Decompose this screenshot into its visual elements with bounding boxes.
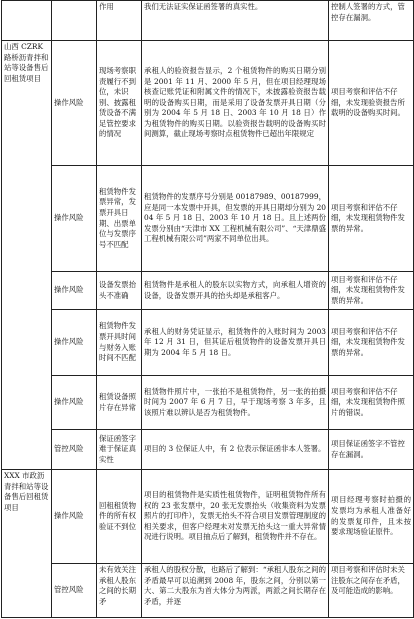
risk-type-cell: 操作风险 xyxy=(52,310,97,376)
risk-type-cell: 管控风险 xyxy=(52,430,97,470)
risk-type-cell xyxy=(52,1,97,41)
cause-cell: 项目考察和评估不仔细，未发现验资报告所载明的设备购买时间。 xyxy=(329,41,414,166)
table-row xyxy=(2,310,414,376)
cause-cell: 控制人签署的方式，管控存在漏洞。 xyxy=(329,1,414,41)
project-cell: XXX 市政沥青拌和站等设备售后回租赁项目 xyxy=(2,470,52,618)
cause-cell: 项目考察和评估不仔细，未发现租赁物件发票的异常。 xyxy=(329,310,414,376)
cause-cell: 项目考察和评估时未关注股东之间存在矛盾，及可能造成的影响。 xyxy=(329,564,414,618)
risk-point-cell: 现场考察职责履行不到位，未识别、披露租赁设备不满足管控要求的情况 xyxy=(97,41,142,166)
description-cell: 承租人的股权分散，也路后了解到：“承租人股东之间的矛盾最早可以追溯到 2008 年，股东之间，分别以第一大、第二大股东为首大体分为两派，两派之间长期存在矛盾，并逐 xyxy=(142,564,329,618)
project-cell: 山西 CZRK 路桥沥青拌和站等设备售后回租赁项目 xyxy=(2,41,52,470)
description-cell: 我们无法证实保证函签署的真实性。 xyxy=(142,1,329,41)
risk-point-cell: 回租租赁物件的所有权验证不到位 xyxy=(97,470,142,564)
cause-cell: 项目经理考察时拍摄的发票均为承租人准备好的发票复印件，且未按要求现场验证原件。 xyxy=(329,470,414,564)
risk-type-cell: 操作风险 xyxy=(52,41,97,166)
description-cell: 承租人的验资报告显示，2 个租赁物件的购买日期分别是 2001 年 11 月、2000 年 5 月，但在项目经理现场核查记账凭证和附属文件的情况下，未披露验资报告载明的设备购买日期，而是采用了设备发票开具日期（分别为 2004 年 5 月 18 日、2003 年 10 月 18 日）作为租赁物件的购买日期。以验资报告载明的设备购买时间测算，截止现场考察时点租赁物件已超出年限规定 xyxy=(142,41,329,166)
risk-point-cell: 作用 xyxy=(97,1,142,41)
risk-type-cell: 操作风险 xyxy=(52,470,97,564)
table-row xyxy=(2,41,414,166)
cause-cell: 项目考察和评估不仔细，未发现租赁物件发票的异常。 xyxy=(329,166,414,272)
table-row xyxy=(2,376,414,430)
description-cell: 项目的租赁物件是实质性租赁物件，证明租赁物件所有权的 23 张发票中，20 张无发票抬头（收集资料为发票照片的打印件），发票无抬头不符合项目发票管理制度的相关要求，但客户经理未对发票无抬头这一重大异常情况进行说明。项目抽点后了解到，租赁物件并不存在。 xyxy=(142,470,329,564)
table-row xyxy=(2,564,414,618)
risk-table xyxy=(1,0,414,618)
project-cell xyxy=(2,1,52,41)
cause-cell: 项目考察和评估不仔细，未发现租赁物件照片的错误。 xyxy=(329,376,414,430)
risk-type-cell: 操作风险 xyxy=(52,166,97,272)
table-row xyxy=(2,166,414,272)
risk-point-cell: 租赁设备照片存在异常 xyxy=(97,376,142,430)
risk-type-cell: 操作风险 xyxy=(52,376,97,430)
description-cell: 承租人的财务凭证显示，租赁物件的入账时间为 2003 年 12 月 31 日，但其证后租赁物件的设备发票开具日期为 2004 年 5 月 18 日。 xyxy=(142,310,329,376)
risk-type-cell: 管控风险 xyxy=(52,564,97,618)
table-row xyxy=(2,430,414,470)
risk-point-cell: 未有效关注承租人股东之间的长期矛 xyxy=(97,564,142,618)
description-cell: 租赁物件的发票序号分别是 00187989、00187999，应是同一本发票中开具，但发票的开具日期却分别为 2004 年 5 月 18 日、2003 年 10 月 18 日。且上述两份发票分别由“天津市 XX 工程机械有限公司”、“天津鼎盛工程机械有限公司”两家不同单位出具。 xyxy=(142,166,329,272)
description-cell: 租赁物件照片中，一张拍不是租赁物件，另一张的拍摄时间为 2007 年 6 月 7 日，早于现场考察 3 年多，且该照片难以辨认是否为租赁物件。 xyxy=(142,376,329,430)
description-cell: 项目的 3 位保证人中，有 2 位表示保证函非本人签署。 xyxy=(142,430,329,470)
cause-cell: 项目考察和评估不仔细，未发现租赁物件发票的异常。 xyxy=(329,272,414,310)
risk-point-cell: 保证函签字难于保证真实性 xyxy=(97,430,142,470)
table-row xyxy=(2,1,414,41)
risk-type-cell: 操作风险 xyxy=(52,272,97,310)
table-row xyxy=(2,470,414,564)
risk-point-cell: 设备发票抬头不准确 xyxy=(97,272,142,310)
table-row xyxy=(2,272,414,310)
risk-point-cell: 租赁物件发票开具时间与财务入账时间不匹配 xyxy=(97,310,142,376)
description-cell: 租赁物件是承租人的股东以实物方式，向承租人增资的设备，设备发票开具的抬头却是承租客户。 xyxy=(142,272,329,310)
cause-cell: 项目保证函签字不管控存在漏洞。 xyxy=(329,430,414,470)
risk-point-cell: 租赁物件发票异常，发票开具日期、出票单位与发票序号不匹配 xyxy=(97,166,142,272)
